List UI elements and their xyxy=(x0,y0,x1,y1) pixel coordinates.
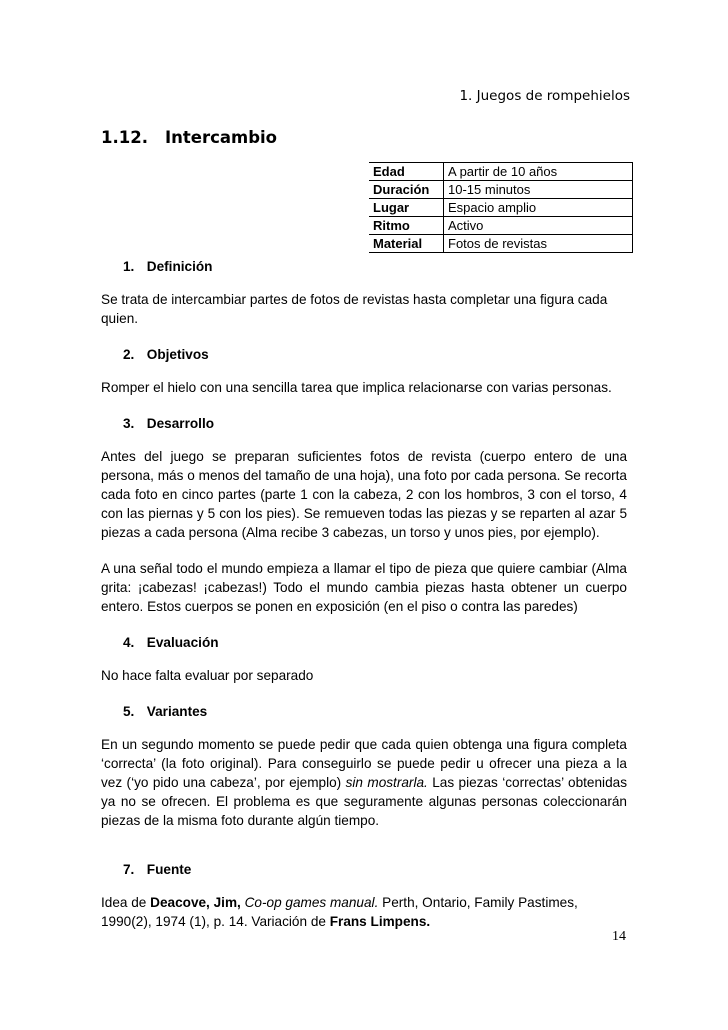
info-value: Fotos de revistas xyxy=(444,235,633,253)
heading-number: 1. xyxy=(123,259,135,274)
heading-objetivos xyxy=(101,345,627,364)
info-row xyxy=(369,217,633,235)
heading-text: Objetivos xyxy=(146,347,209,362)
info-row xyxy=(369,181,633,199)
fuente-book-title: Co-op games manual. xyxy=(244,895,379,910)
heading-definicion xyxy=(101,257,627,276)
desarrollo-paragraph-2: A una señal todo el mundo empieza a llamar el tipo de pieza que quiere cambiar (Alma grita: ¡cabezas! ¡cabezas!) Todo el mundo cambia piezas hasta obtener un cuerpo entero. Estos cuerpos se ponen en exposición (en el piso o contra las paredes) xyxy=(101,561,627,614)
page-content xyxy=(101,257,627,931)
heading-number: 7. xyxy=(123,862,135,877)
variantes-text xyxy=(101,735,627,830)
definicion-text: Se trata de intercambiar partes de fotos de revistas hasta completar una figura cada quien. xyxy=(101,292,608,326)
heading-text: Definición xyxy=(146,259,213,274)
evaluacion-text: No hace falta evaluar por separado xyxy=(101,668,314,683)
fuente-details: Perth, Ontario, Family Pastimes, 1990(2), 1974 (1), p. 14. Variación de xyxy=(101,895,578,929)
info-key: Material xyxy=(369,235,444,253)
variantes-text-b: Las piezas ‘correctas’ obtenidas ya no se ofrecen. El problema es que seguramente algunas personas coleccionarán piezas de la misma foto durante algún tiempo. xyxy=(101,775,627,828)
info-key: Ritmo xyxy=(369,217,444,235)
heading-desarrollo xyxy=(101,414,627,433)
heading-text: Evaluación xyxy=(146,635,219,650)
page-header: 1. Juegos de rompehielos xyxy=(459,88,630,104)
fuente-intro: Idea de xyxy=(101,895,151,910)
info-value: Espacio amplio xyxy=(444,199,633,217)
info-value: A partir de 10 años xyxy=(444,163,633,181)
heading-text: Desarrollo xyxy=(146,416,215,431)
heading-text: Variantes xyxy=(146,704,208,719)
fuente-text xyxy=(101,893,627,931)
fuente-author: Deacove, Jim, xyxy=(150,895,241,910)
info-value: Activo xyxy=(444,217,633,235)
info-key: Duración xyxy=(369,181,444,199)
info-key: Lugar xyxy=(369,199,444,217)
variantes-emphasis: sin mostrarla. xyxy=(345,775,428,790)
heading-number: 3. xyxy=(123,416,135,431)
section-title xyxy=(101,128,277,147)
info-row xyxy=(369,163,633,181)
variantes-text-a: En un segundo momento se puede pedir que cada quien obtenga una figura completa ‘correcta’ (la foto original). Para conseguirlo se puede pedir u ofrecer una pieza a la vez (‘yo pido una cabeza’, por ejemplo) xyxy=(101,737,627,790)
info-row xyxy=(369,235,633,253)
page-number: 14 xyxy=(612,929,626,944)
heading-evaluacion xyxy=(101,633,627,652)
heading-fuente xyxy=(101,860,627,879)
section-number: 1.12. xyxy=(101,128,148,147)
info-key: Edad xyxy=(369,163,444,181)
info-table xyxy=(369,162,633,253)
desarrollo-paragraph-1: Antes del juego se preparan suficientes fotos de revista (cuerpo entero de una persona, más o menos del tamaño de una hoja), una foto por cada persona. Se recorta cada foto en cinco partes (parte 1 con la cabeza, 2 con los hombros, 3 con el torso, 4 con las piernas y 5 con los pies). Se remueven todas las piezas y se reparten al azar 5 piezas a cada persona (Alma recibe 3 cabezas, un torso y unos pies, por ejemplo). xyxy=(101,449,627,540)
heading-number: 4. xyxy=(123,635,135,650)
heading-variantes xyxy=(101,702,627,721)
fuente-credit: Frans Limpens. xyxy=(329,914,431,929)
info-value: 10-15 minutos xyxy=(444,181,633,199)
heading-number: 5. xyxy=(123,704,135,719)
heading-text: Fuente xyxy=(146,862,192,877)
objetivos-text: Romper el hielo con una sencilla tarea que implica relacionarse con varias personas. xyxy=(101,380,612,395)
section-name: Intercambio xyxy=(165,128,278,147)
heading-number: 2. xyxy=(123,347,135,362)
info-row xyxy=(369,199,633,217)
